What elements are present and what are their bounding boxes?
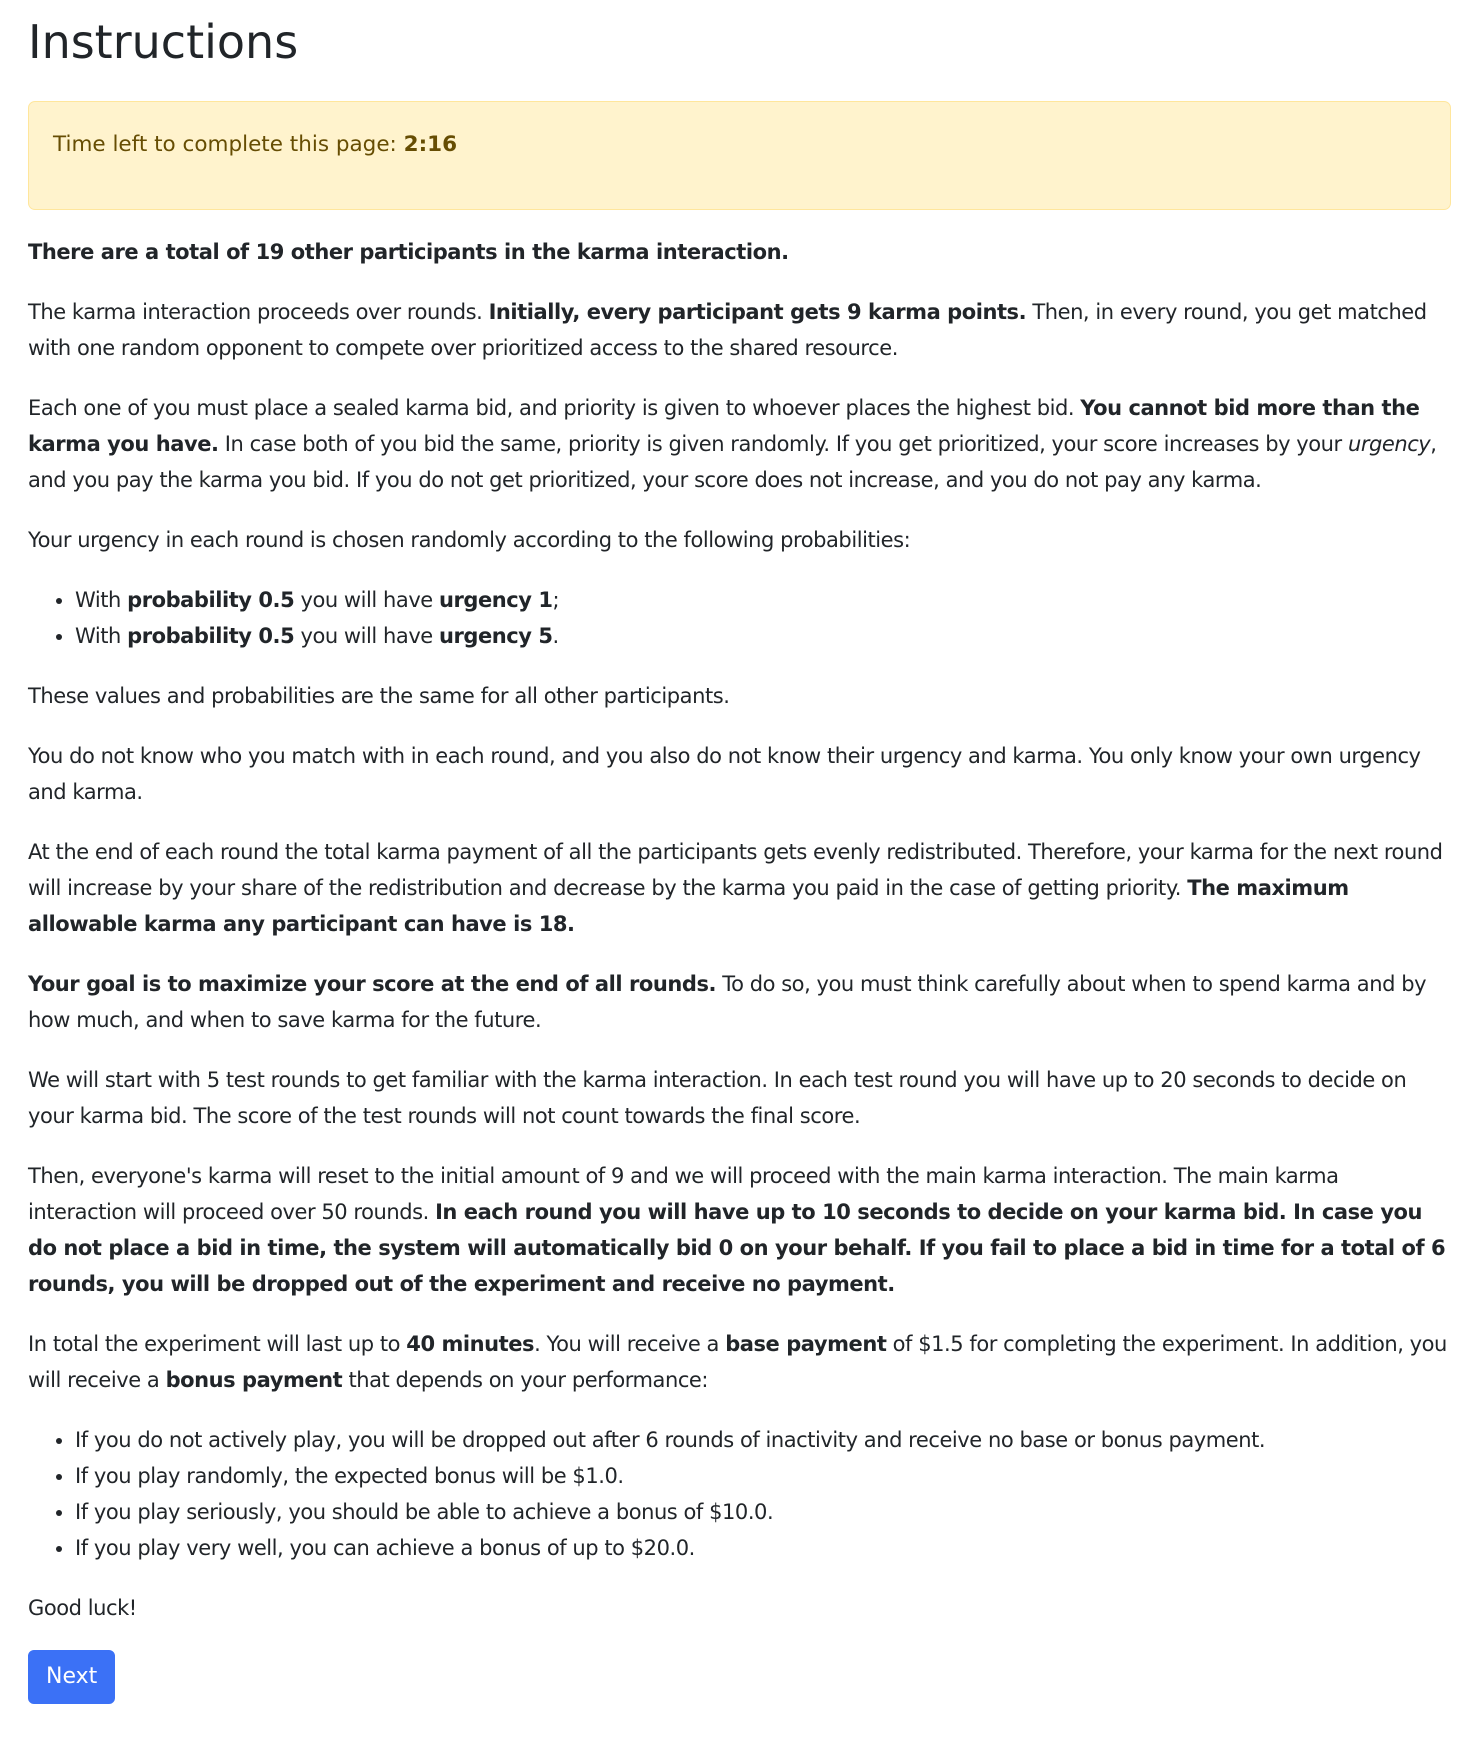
- participants-text: There are a total of 19 other participants in the karma interaction.: [28, 240, 789, 264]
- payment-duration: 40 minutes: [406, 1332, 535, 1356]
- urgency-item-mid: you will have: [294, 588, 439, 612]
- goal-text-bold: Your goal is to maximize your score at the end of all rounds.: [28, 972, 717, 996]
- urgency-list: [28, 582, 1453, 654]
- redistribution-paragraph: [28, 834, 1453, 942]
- redistribution-text: At the end of each round the total karma payment of all the participants gets evenly redistributed. Therefore, your karma for the next round will increase by your share of the redistribution and decrease by the karma you paid in the case of getting priority.: [28, 840, 1443, 900]
- list-item: • If you play seriously, you should be able to achieve a bonus of $10.0.: [75, 1494, 1453, 1530]
- payment-text-e: of $1.5 for completing the experiment. In addition, you will receive a: [28, 1332, 1447, 1392]
- urgency-item-value: urgency 5: [439, 624, 553, 648]
- same-values-paragraph: These values and probabilities are the same for all other participants.: [28, 684, 730, 708]
- max-karma-text: The maximum allowable karma any participant can have is 18.: [28, 876, 1349, 936]
- payment-text-a: In total the experiment will last up to: [28, 1332, 407, 1356]
- urgency-item-end: .: [552, 624, 559, 648]
- bid-paragraph: [28, 390, 1453, 498]
- payment-base: base payment: [725, 1332, 887, 1356]
- timer-value: 2:16: [403, 132, 458, 157]
- urgency-item-pre: With: [75, 624, 128, 648]
- payment-text-c: . You will receive a: [534, 1332, 726, 1356]
- list-item: • If you play very well, you can achieve a bonus of up to $20.0.: [75, 1530, 1453, 1566]
- list-item: • If you play randomly, the expected bonus will be $1.0.: [75, 1458, 1453, 1494]
- list-item: [75, 582, 1453, 618]
- participants-paragraph: [28, 234, 1453, 270]
- test-rounds-paragraph: We will start with 5 test rounds to get familiar with the karma interaction. In each test round you will have up to 20 seconds to decide on your karma bid. The score of the test rounds will not count towards the final score.: [28, 1068, 1407, 1128]
- list-item: [75, 618, 1453, 654]
- urgency-item-prob: probability 0.5: [127, 624, 295, 648]
- rounds-text-b: Initially, every participant gets 9 karma points.: [488, 300, 1027, 324]
- goal-paragraph: [28, 966, 1453, 1038]
- main-rounds-warning: In each round you will have up to 10 seconds to decide on your karma bid. In case you do not place a bid in time, the system will automatically bid 0 on your behalf. If you fail to place a bid in time for a total of 6 rounds, you will be dropped out of the experiment and receive no payment.: [28, 1200, 1446, 1296]
- main-rounds-paragraph: [28, 1158, 1453, 1302]
- good-luck-text: Good luck!: [28, 1596, 137, 1620]
- payment-bonus: bonus payment: [165, 1368, 343, 1392]
- next-button[interactable]: Next: [28, 1650, 115, 1704]
- rounds-text-a: The karma interaction proceeds over rounds.: [28, 300, 489, 324]
- bid-text-a: Each one of you must place a sealed karma bid, and priority is given to whoever places the highest bid.: [28, 396, 1081, 420]
- bid-text-b: You cannot bid more than the karma you have.: [28, 396, 1420, 456]
- timer-alert: [28, 101, 1451, 210]
- urgency-paragraph: Your urgency in each round is chosen randomly according to the following probabilities:: [28, 528, 911, 552]
- bid-text-e: , and you pay the karma you bid. If you do not get prioritized, your score does not increase, and you do not pay any karma.: [28, 432, 1437, 492]
- urgency-item-mid: you will have: [294, 624, 439, 648]
- timer-label: Time left to complete this page:: [53, 132, 404, 157]
- bonus-list: [28, 1422, 1453, 1566]
- main-rounds-text: Then, everyone's karma will reset to the initial amount of 9 and we will proceed with the main karma interaction. The main karma interaction will proceed over 50 rounds.: [28, 1164, 1339, 1224]
- list-item: • If you do not actively play, you will be dropped out after 6 rounds of inactivity and receive no base or bonus payment.: [75, 1422, 1453, 1458]
- goal-text: To do so, you must think carefully about when to spend karma and by how much, and when to save karma for the future.: [28, 972, 1427, 1032]
- knowledge-paragraph: You do not know who you match with in each round, and you also do not know their urgency and karma. You only know your own urgency and karma.: [28, 744, 1421, 804]
- instructions-body: [28, 234, 1453, 1704]
- rounds-paragraph: [28, 294, 1453, 366]
- payment-paragraph: [28, 1326, 1453, 1398]
- payment-text-g: that depends on your performance:: [342, 1368, 709, 1392]
- urgency-item-end: ;: [552, 588, 560, 612]
- bid-text-urgency: urgency: [1347, 432, 1431, 456]
- urgency-item-pre: With: [75, 588, 128, 612]
- urgency-item-prob: probability 0.5: [127, 588, 295, 612]
- urgency-item-value: urgency 1: [439, 588, 553, 612]
- rounds-text-c: Then, in every round, you get matched with one random opponent to compete over prioritized access to the shared resource.: [28, 300, 1427, 360]
- page-title: Instructions: [28, 15, 299, 69]
- bid-text-c: In case both of you bid the same, priority is given randomly. If you get prioritized, your score increases by your: [218, 432, 1348, 456]
